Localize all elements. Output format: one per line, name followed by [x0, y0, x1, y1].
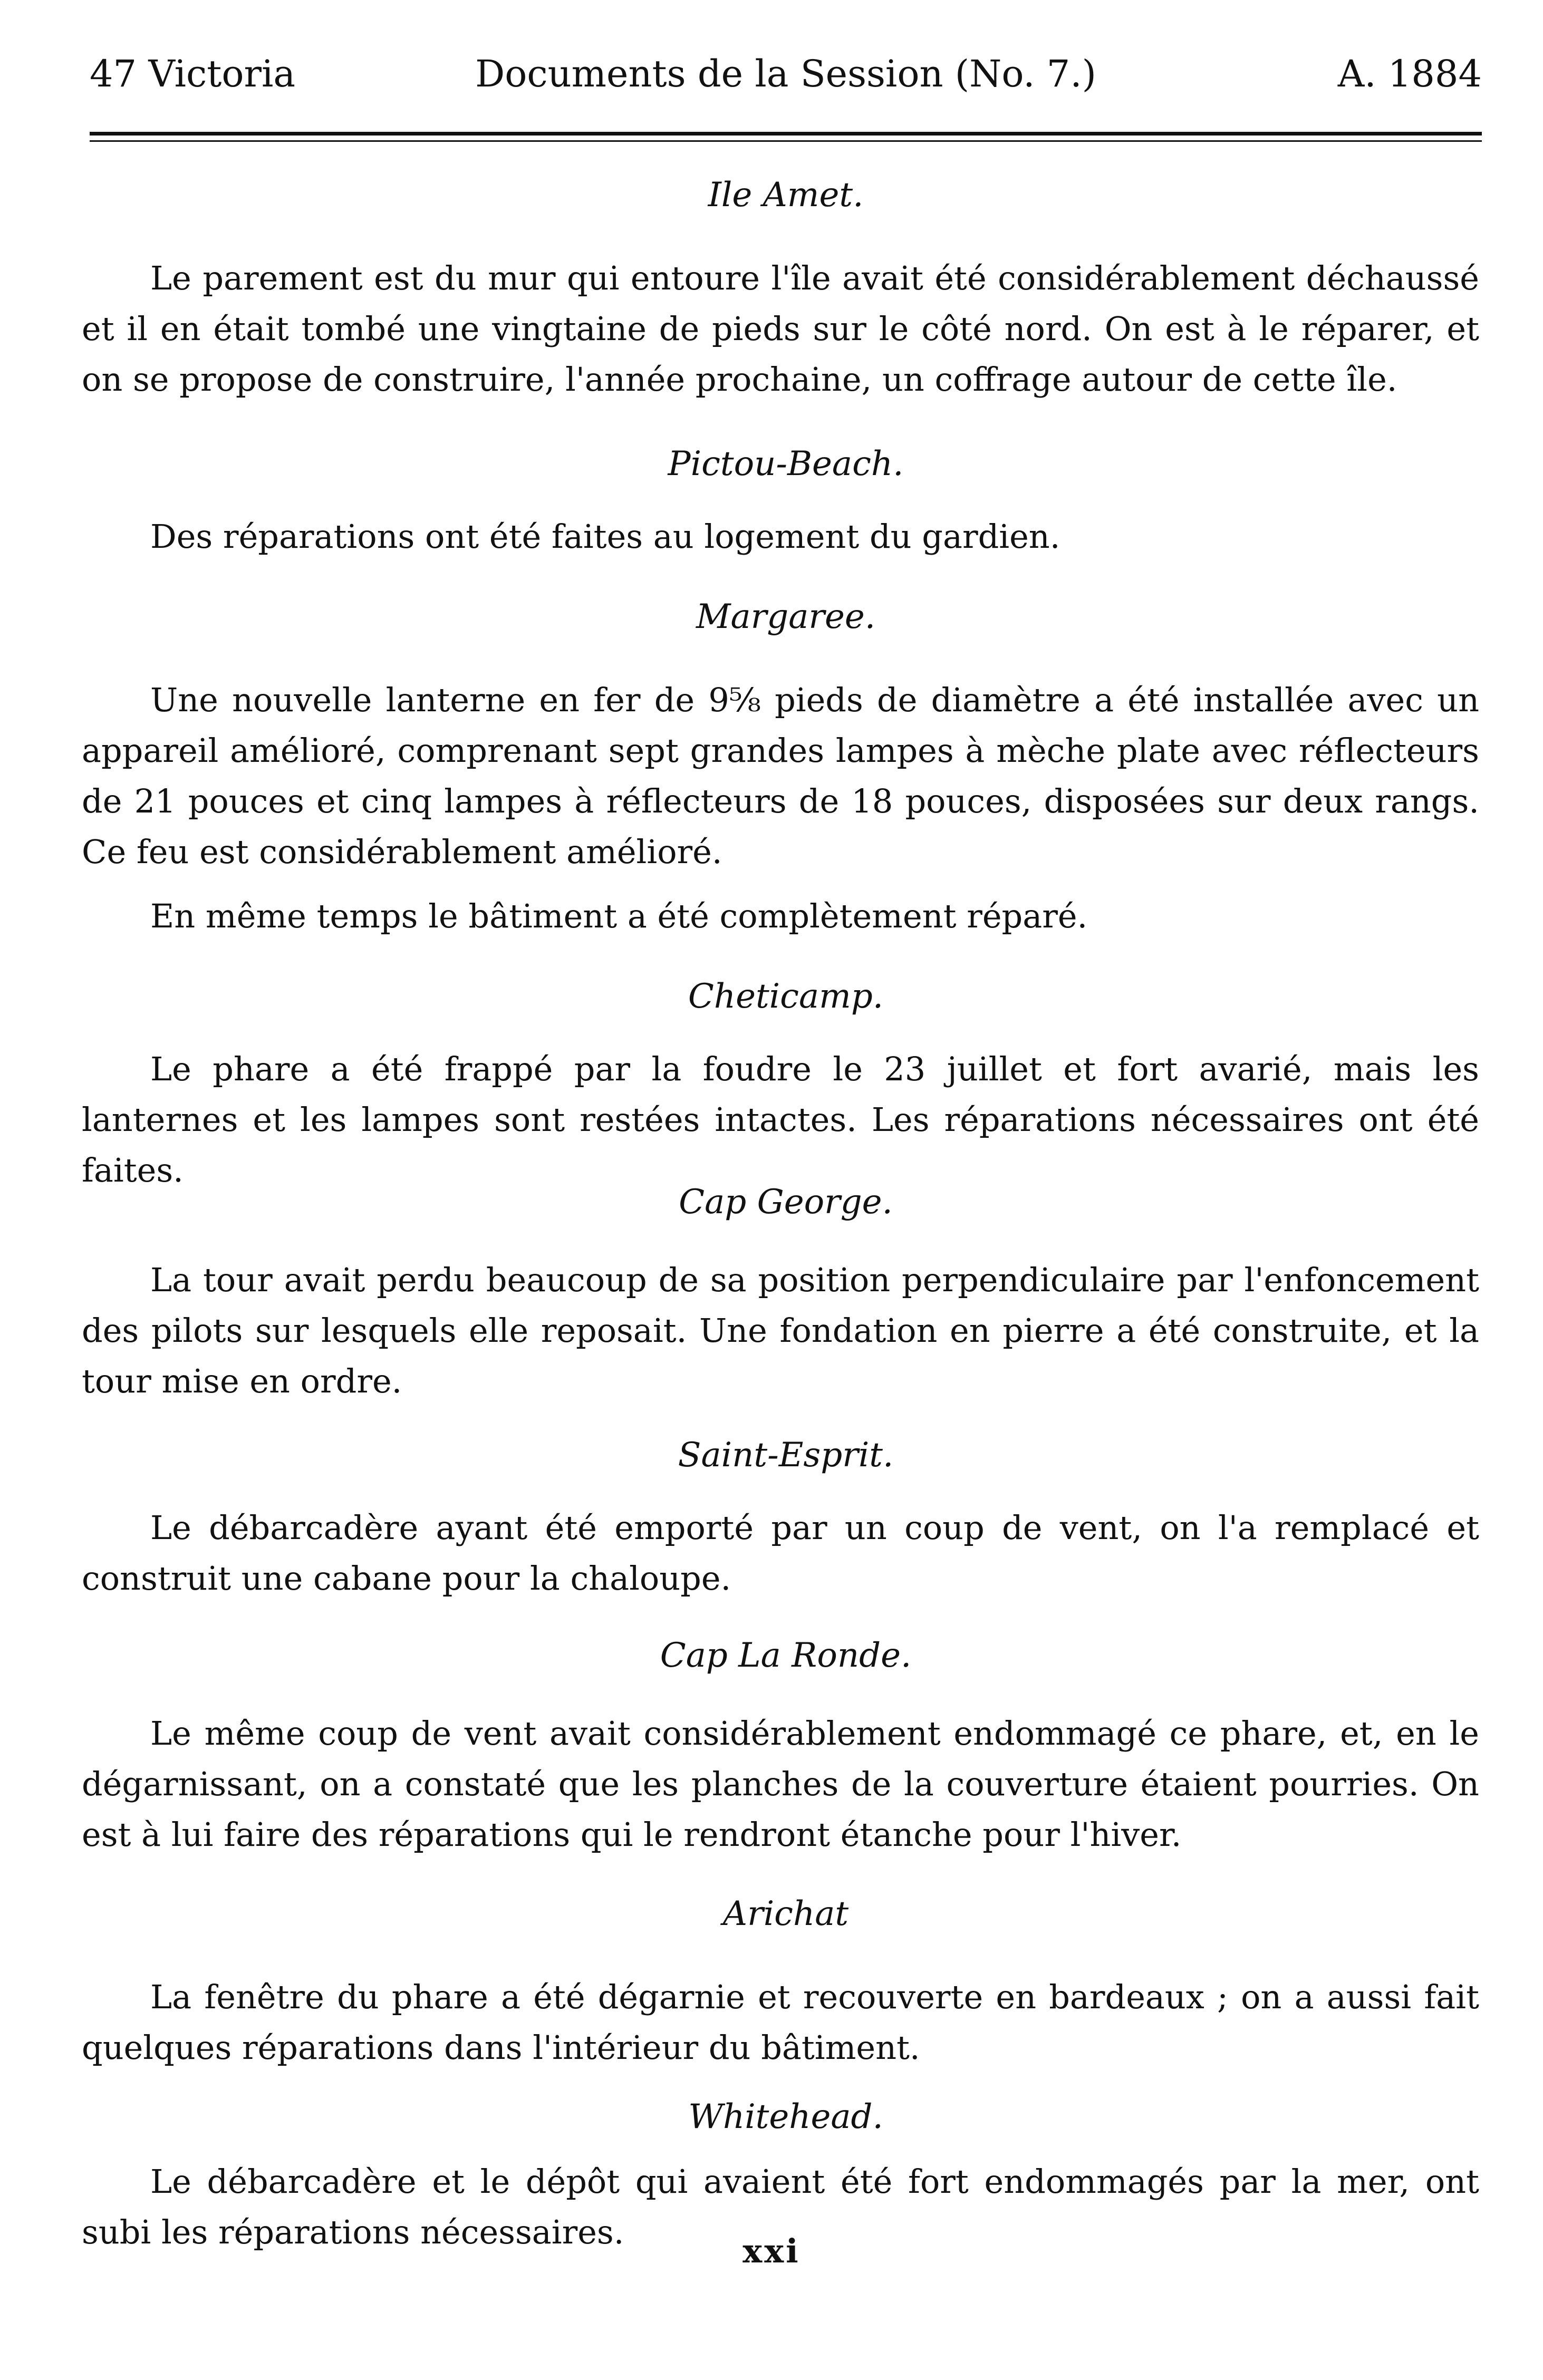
section-heading-margaree: Margaree.	[696, 597, 876, 636]
header-rule-thin	[90, 140, 1482, 142]
running-header	[90, 50, 1482, 98]
header-title: Documents de la Session (No. 7.)	[475, 52, 1096, 95]
section-heading-cap-george: Cap George.	[679, 1183, 893, 1222]
section-heading-cheticamp: Cheticamp.	[688, 977, 884, 1016]
section-heading-cap-la-ronde: Cap La Ronde.	[660, 1636, 912, 1675]
section-paragraph-cheticamp: Le phare a été frappé par la foudre le 23 juillet et fort avarié, mais les lanternes et les lampes sont restées intactes. Les réparations nécessaires ont été faites.	[82, 1050, 1479, 1189]
section-heading-saint-esprit: Saint-Esprit.	[678, 1436, 894, 1475]
section-heading-ile-amet: Ile Amet.	[708, 176, 864, 215]
header-rule-thick	[90, 132, 1482, 136]
header-volume: 47 Victoria	[90, 52, 296, 95]
section-paragraph-arichat: La fenêtre du phare a été dégarnie et recouverte en bardeaux ; on a aussi fait quelques réparations dans l'intérieur du bâtiment.	[82, 1978, 1479, 2067]
section-paragraph-cap-george: La tour avait perdu beaucoup de sa position perpendiculaire par l'enfoncement des pilots sur lesquels elle reposait. Une fondation en pierre a été construite, et la tour mise en ordre.	[82, 1261, 1479, 1400]
section-paragraph-margaree-1: Une nouvelle lanterne en fer de 9⅝ pieds de diamètre a été installée avec un appareil amélioré, comprenant sept grandes lampes à mèche plate avec réflecteurs de 21 pouces et cinq lampes à réflecteurs de 18 pouces, disposées sur deux rangs. Ce feu est considérablement amélioré.	[82, 681, 1479, 871]
section-paragraph-whitehead: Le débarcadère et le dépôt qui avaient été fort endommagés par la mer, ont subi les réparations nécessaires.	[82, 2162, 1479, 2251]
section-paragraph-cap-la-ronde: Le même coup de vent avait considérablement endommagé ce phare, et, en le dégarnissant, on a constaté que les planches de la couverture étaient pourries. On est à lui faire des réparations qui le rendront étanche pour l'hiver.	[82, 1714, 1479, 1854]
section-heading-arichat: Arichat	[722, 1894, 849, 1933]
header-year: A. 1884	[1337, 52, 1482, 95]
section-paragraph-margaree-2: En même temps le bâtiment a été complètement réparé.	[150, 897, 1088, 935]
section-heading-pictou-beach: Pictou-Beach.	[668, 444, 904, 483]
section-paragraph-saint-esprit: Le débarcadère ayant été emporté par un coup de vent, on l'a remplacé et construit une cabane pour la chaloupe.	[82, 1508, 1479, 1598]
section-paragraph-ile-amet: Le parement est du mur qui entoure l'île avait été considérablement déchaussé et il en était tombé une vingtaine de pieds sur le côté nord. On est à le réparer, et on se propose de construire, l'année prochaine, un coffrage autour de cette île.	[82, 259, 1479, 399]
section-paragraph-pictou-beach: Des réparations ont été faites au logement du gardien.	[150, 517, 1060, 556]
section-heading-whitehead: Whitehead.	[688, 2097, 883, 2136]
page-number: xxi	[742, 2232, 801, 2270]
